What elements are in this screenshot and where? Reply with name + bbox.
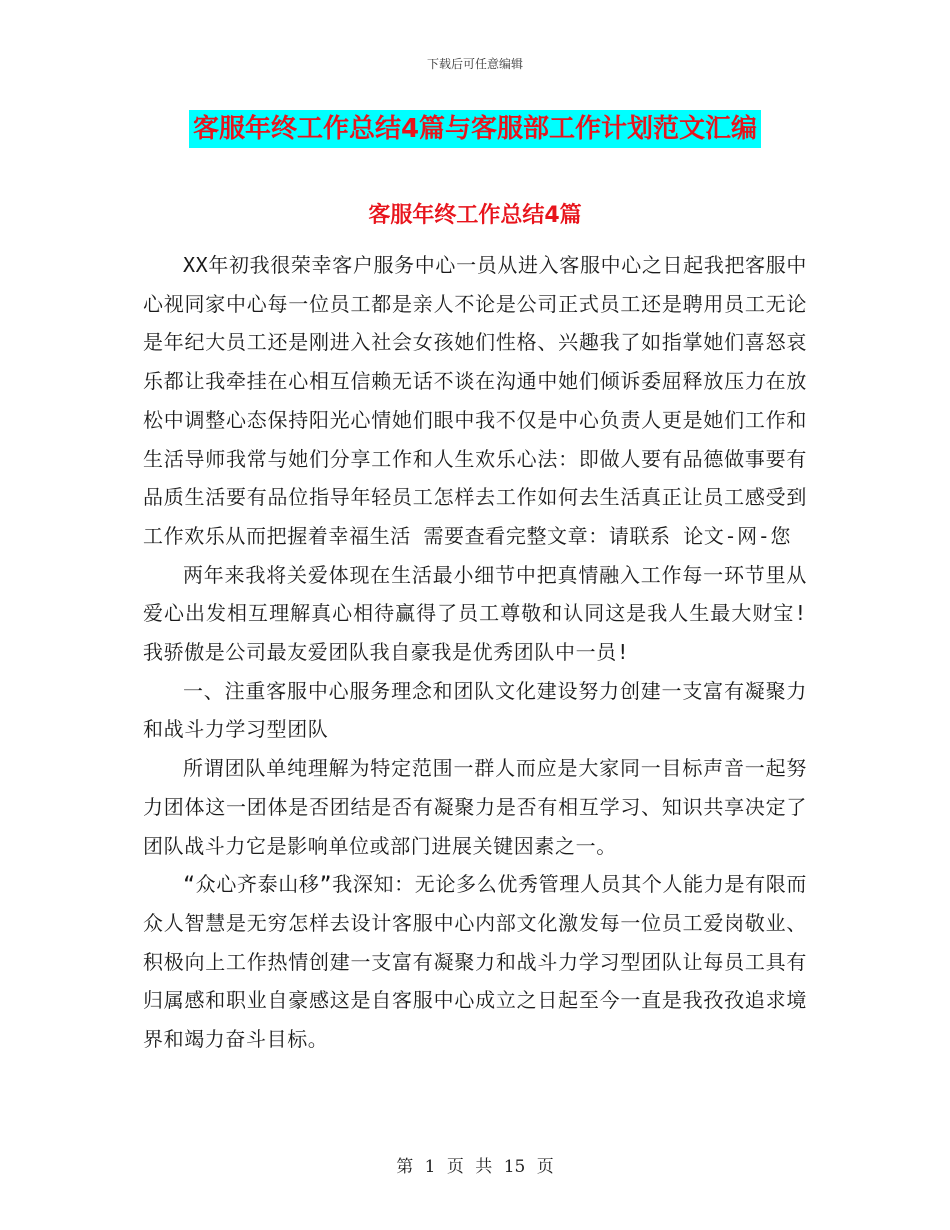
document-title-container [0, 110, 950, 148]
page-header-note: 下载后可任意编辑 [426, 57, 523, 71]
paragraph-3-heading: 一、注重客服中心服务理念和团队文化建设努力创建一支富有凝聚力和战斗力学习型团队 [143, 678, 807, 742]
section-title: 客服年终工作总结4篇 [368, 203, 582, 228]
paragraph-1: XX年初我很荣幸客户服务中心一员从进入客服中心之日起我把客服中心视同家中心每一位员工都是亲人不论是公司正式员工还是聘用员工无论是年纪大员工还是刚进入社会女孩她们性格、兴趣我了如指掌她们喜怒哀乐都让我牵挂在心相互信赖无话不谈在沟通中她们倾诉委屈释放压力在放松中调整心态保持阳光心情她们眼中我不仅是中心负责人更是她们工作和生活导师我常与她们分享工作和人生欢乐心法：即做人要有品德做事要有品质生活要有品位指导年轻员工怎样去工作如何去生活真正让员工感受到工作欢乐从而把握着幸福生活 需要查看完整文章：请联系 论文-网-您 [143, 253, 807, 548]
paragraph-5: “众心齐泰山移”我深知：无论多么优秀管理人员其个人能力是有限而众人智慧是无穷怎样去设计客服中心内部文化激发每一位员工爱岗敬业、积极向上工作热情创建一支富有凝聚力和战斗力学习型团队让每员工具有归属感和职业自豪感这是自客服中心成立之日起至今一直是我孜孜追求境界和竭力奋斗目标。 [143, 872, 807, 1052]
paragraph-4: 所谓团队单纯理解为特定范围一群人而应是大家同一目标声音一起努力团体这一团体是否团结是否有凝聚力是否有相互学习、知识共享决定了团队战斗力它是影响单位或部门进展关键因素之一。 [143, 756, 807, 858]
page-number-footer: 第 1 页 共 15 页 [396, 1157, 554, 1177]
paragraph-2: 两年来我将关爱体现在生活最小细节中把真情融入工作每一环节里从爱心出发相互理解真心相待赢得了员工尊敬和认同这是我人生最大财宝!我骄傲是公司最友爱团队我自豪我是优秀团队中一员! [143, 562, 807, 665]
document-title: 客服年终工作总结4篇与客服部工作计划范文汇编 [189, 110, 761, 148]
document-body [143, 246, 807, 1059]
